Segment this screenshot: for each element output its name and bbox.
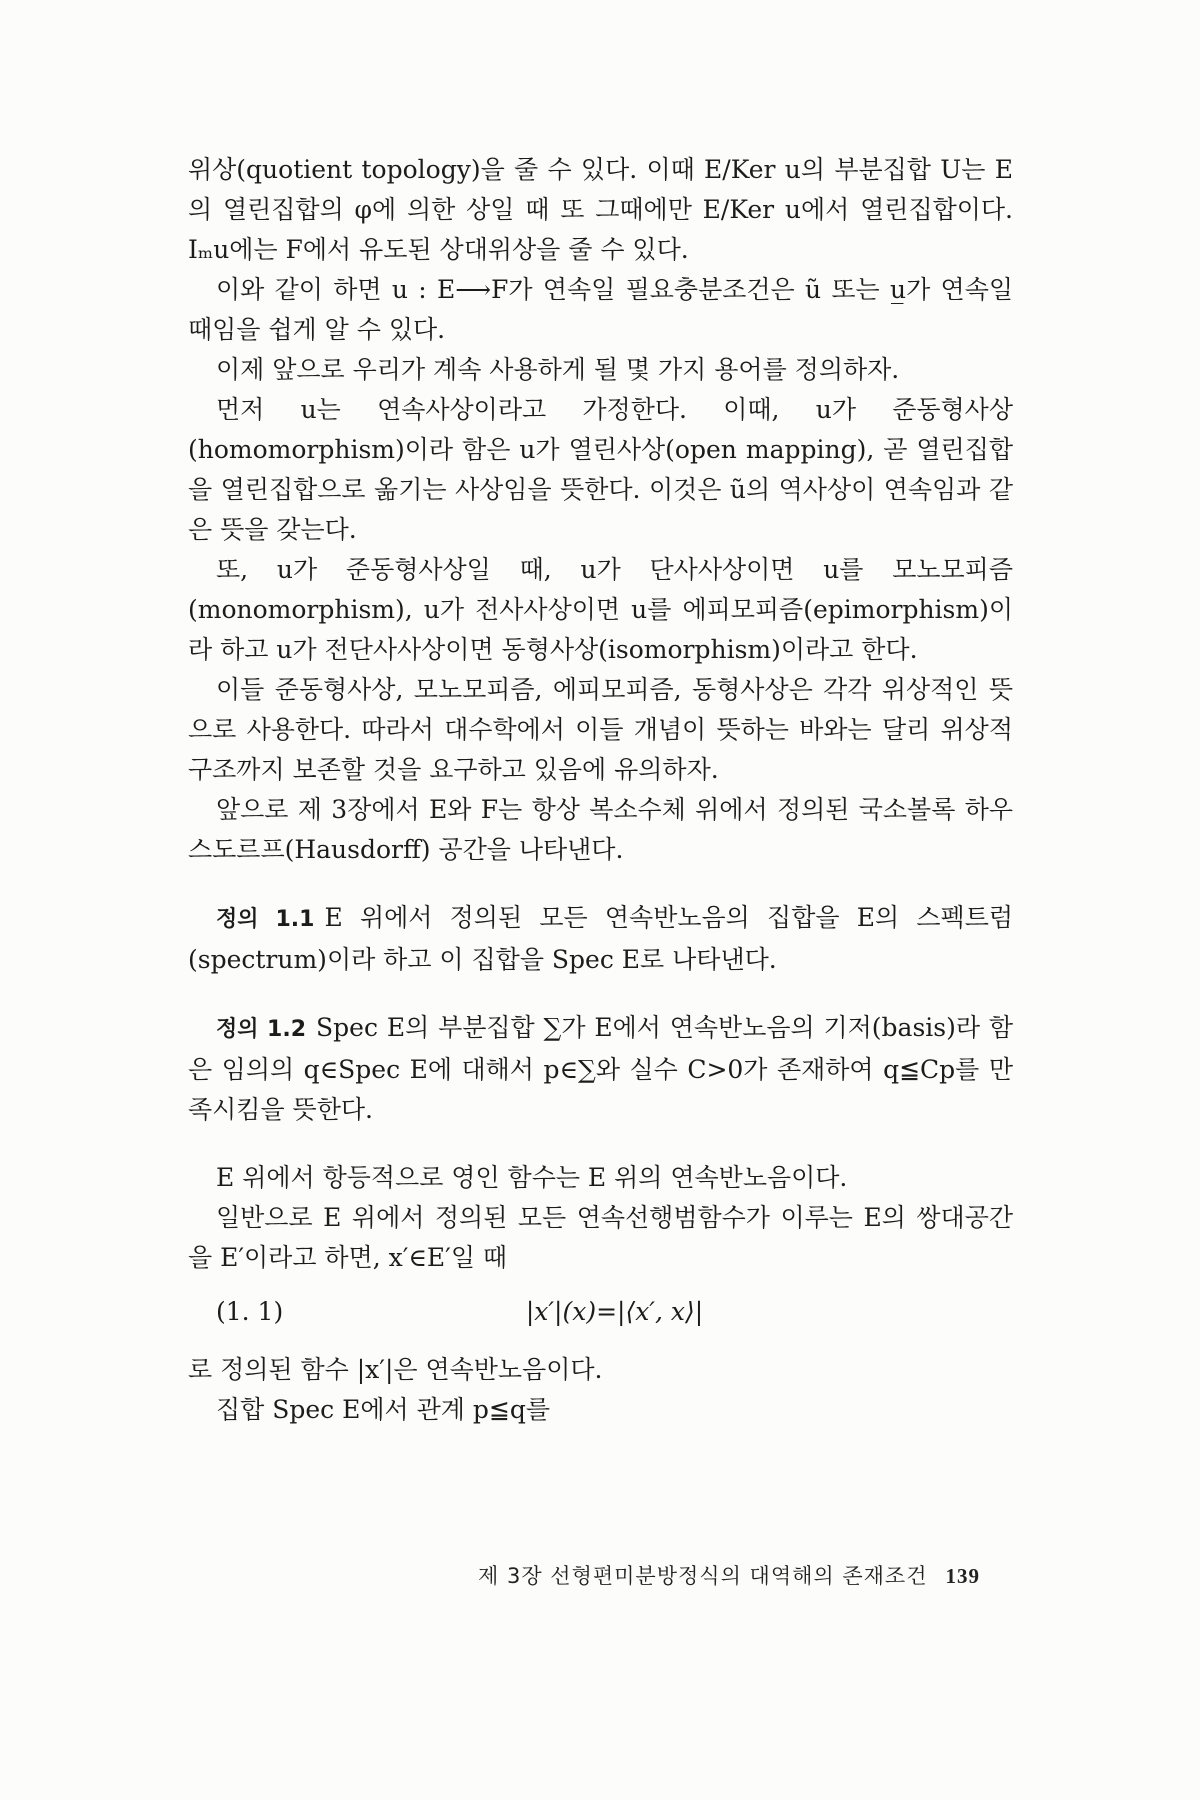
- chapter-title: 제 3장 선형편미분방정식의 대역해의 존재조건: [478, 1564, 928, 1588]
- paragraph-8: E 위에서 항등적으로 영인 함수는 E 위의 연속반노음이다.: [216, 1163, 848, 1192]
- paragraph-5: 또, u가 준동형사상일 때, u가 단사사상이면 u를 모노모피즘(monomorphism), u가 전사사상이면 u를 에피모피즘(epimorphism)이라 하고 u가 전단사사상이면 동형사상(isomorphism)이라고 한다.: [188, 555, 1013, 664]
- paragraph-10: 로 정의된 함수 |x′|은 연속반노음이다.: [188, 1355, 603, 1384]
- definition-1-1: [188, 898, 1013, 980]
- paragraph-4: 먼저 u는 연속사상이라고 가정한다. 이때, u가 준동형사상(homomorphism)이라 함은 u가 열린사상(open mapping), 곧 열린집합을 열린집합으로 옮기는 사상임을 뜻한다. 이것은 ũ의 역사상이 연속임과 같은 뜻을 갖는다.: [188, 395, 1013, 544]
- body-text: [188, 150, 1013, 1430]
- paragraph-3: 이제 앞으로 우리가 계속 사용하게 될 몇 가지 용어를 정의하자.: [216, 355, 900, 384]
- definition-1-1-body: E 위에서 정의된 모든 연속반노음의 집합을 E의 스펙트럼(spectrum)이라 하고 이 집합을 Spec E로 나타낸다.: [188, 903, 1014, 974]
- paragraph-11: 집합 Spec E에서 관계 p≦q를: [216, 1395, 550, 1424]
- equation-1-1: [188, 1292, 1013, 1336]
- paragraph-6: 이들 준동형사상, 모노모피즘, 에피모피즘, 동형사상은 각각 위상적인 뜻으로 사용한다. 따라서 대수학에서 이들 개념이 뜻하는 바와는 달리 위상적 구조까지 보존할 것을 요구하고 있음에 유의하자.: [188, 675, 1013, 784]
- page-number: 139: [945, 1564, 980, 1588]
- paragraph-7: 앞으로 제 3장에서 E와 F는 항상 복소수체 위에서 정의된 국소볼록 하우스도르프(Hausdorff) 공간을 나타낸다.: [188, 795, 1013, 864]
- definition-1-2-body: Spec E의 부분집합 ∑가 E에서 연속반노음의 기저(basis)라 함은 임의의 q∈Spec E에 대해서 p∈∑와 실수 C>0가 존재하여 q≦Cp를 만족시킴을 뜻한다.: [188, 1013, 1014, 1124]
- paragraph-9: 일반으로 E 위에서 정의된 모든 연속선행범함수가 이루는 E의 쌍대공간을 E′이라고 하면, x′∈E′일 때: [188, 1203, 1013, 1272]
- equation-label: (1. 1): [216, 1297, 284, 1326]
- definition-1-2-heading: 정의 1.2: [216, 1017, 307, 1042]
- spacer: [188, 1130, 1013, 1158]
- paragraph-1: 위상(quotient topology)을 줄 수 있다. 이때 E/Ker u의 부분집합 U는 E의 열린집합의 φ에 의한 상일 때 또 그때에만 E/Ker u에서 열린집합이다. Iₘu에는 F에서 유도된 상대위상을 줄 수 있다.: [188, 155, 1013, 264]
- definition-1-1-heading: 정의 1.1: [216, 907, 315, 932]
- spacer: [188, 980, 1013, 1008]
- page-footer: [420, 1560, 980, 1590]
- equation-body: |x′|(x)=|⟨x′, x⟩|: [525, 1297, 704, 1326]
- definition-1-2: [188, 1008, 1013, 1130]
- paragraph-2: 이와 같이 하면 u : E⟶F가 연속일 필요충분조건은 ũ 또는 u̲가 연속일 때임을 쉽게 알 수 있다.: [188, 275, 1013, 344]
- spacer: [188, 870, 1013, 898]
